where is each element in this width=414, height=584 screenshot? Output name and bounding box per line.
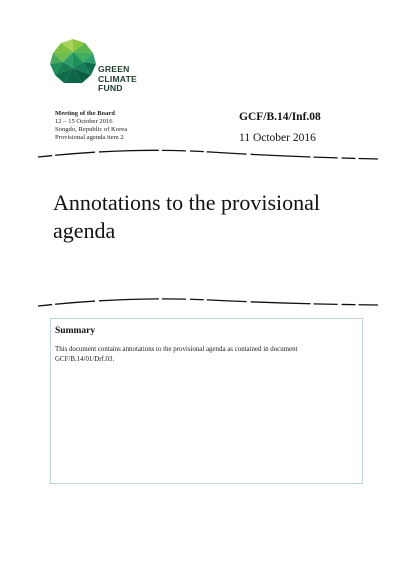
document-info	[239, 110, 321, 145]
logo-line-green: GREEN	[98, 64, 130, 74]
logo-line-fund: FUND	[98, 83, 123, 94]
summary-box	[50, 318, 363, 484]
summary-text: This document contains annotations to the provisional agenda as contained in document GCF/B.14/01/Drf.03.	[55, 346, 298, 363]
meeting-agenda-item: Provisional agenda item 2	[55, 134, 124, 142]
meeting-info	[55, 110, 127, 142]
meeting-dates: 12 – 15 October 2016	[55, 118, 113, 126]
document-date: 11 October 2016	[239, 132, 316, 144]
meeting-title: Meeting of the Board	[55, 110, 115, 117]
meeting-location: Songdo, Republic of Korea	[55, 126, 128, 134]
globe-icon	[49, 38, 97, 86]
document-title: Annotations to the provisional agenda	[53, 190, 321, 243]
gcf-logo	[49, 38, 159, 98]
logo-line-climate: CLIMATE	[98, 73, 137, 84]
bottom-divider-curve	[0, 292, 414, 316]
top-divider-curve	[0, 145, 414, 169]
logo-wordmark	[98, 65, 137, 94]
summary-heading: Summary	[55, 326, 96, 336]
document-code: GCF/B.14/Inf.08	[239, 111, 321, 123]
